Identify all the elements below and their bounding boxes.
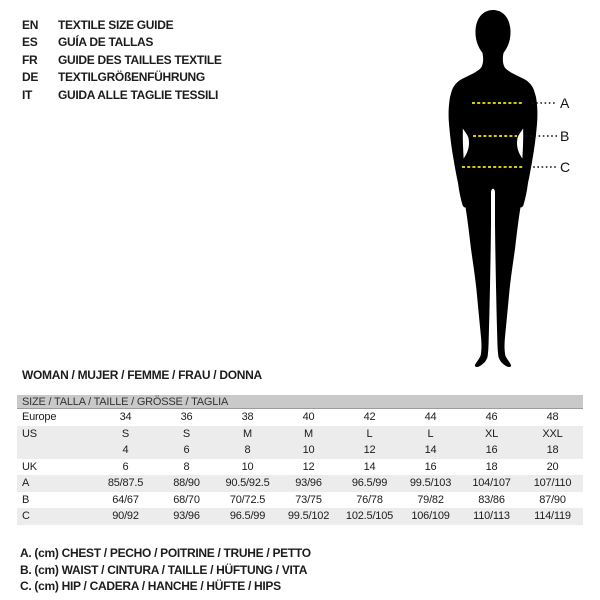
language-title: GUIDE DES TAILLES TEXTILE [58,52,222,67]
row-label: A [22,477,30,490]
language-title-list [22,16,222,104]
size-cell: 6 [183,444,190,457]
size-cell: 76/78 [356,493,383,506]
table-row-waist [17,492,583,509]
marker-label-b: B [560,128,570,144]
language-row-en [22,16,222,34]
size-cell: 46 [485,411,498,424]
size-cell: 12 [302,460,315,473]
size-cell: 36 [180,411,193,424]
size-cell: 79/82 [417,493,444,506]
table-row-us-numbers [17,442,583,459]
measurement-legend [20,546,311,596]
language-title: GUIDA ALLE TAGLIE TESSILI [58,87,219,102]
language-row-fr [22,51,222,69]
table-row-uk [17,459,583,476]
language-code: ES [22,35,38,50]
language-code: FR [22,52,38,67]
woman-silhouette-left-arm [449,79,467,207]
size-cell: 8 [244,444,251,457]
table-row-hip [17,508,583,525]
size-cell: L [427,427,434,440]
size-cell: 20 [546,460,559,473]
size-cell: 18 [546,444,559,457]
size-cell: 16 [424,460,437,473]
row-label: UK [22,460,37,473]
size-cell: 12 [363,444,376,457]
size-cell: 93/96 [173,510,200,523]
size-table [17,395,583,525]
size-cell: S [182,427,191,440]
size-cell: 99.5/103 [409,477,452,490]
size-cell: 96.5/99 [229,510,266,523]
size-cell: 10 [302,444,315,457]
size-cell: M [304,427,313,440]
size-cell: 14 [363,460,376,473]
size-cell: 110/113 [473,510,510,523]
size-cell: 16 [485,444,498,457]
size-cell: 99.5/102 [287,510,330,523]
size-cell: 48 [546,411,559,424]
row-label: US [22,427,37,440]
size-cell: 14 [424,444,437,457]
size-cell: 114/119 [534,510,571,523]
language-row-it [22,86,222,104]
size-cell: 73/75 [295,493,322,506]
size-cell: 104/107 [472,477,511,490]
size-cell: 96.5/99 [351,477,388,490]
legend-waist: B. (cm) WAIST / CINTURA / TAILLE / HÜFTUNG / VITA [20,562,308,577]
size-cell: 4 [122,444,129,457]
row-label: B [22,493,30,506]
language-code: IT [22,87,33,102]
size-cell: 107/110 [533,477,572,490]
size-cell: 34 [119,411,132,424]
row-label: C [22,510,30,523]
size-cell: 106/109 [411,510,450,523]
size-cell: 38 [241,411,254,424]
size-cell: 42 [363,411,376,424]
size-table-header: SIZE / TALLA / TAILLE / GRÖSSE / TAGLIA [17,395,583,409]
size-cell: 87/90 [539,493,566,506]
size-cell: 10 [241,460,254,473]
size-cell: 6 [122,460,129,473]
size-cell: S [121,427,130,440]
size-cell: 18 [485,460,498,473]
table-row-us-letters [17,426,583,443]
marker-label-c: C [560,159,571,175]
marker-label-a: A [560,95,570,111]
language-code: EN [22,17,39,32]
language-row-de [22,69,222,87]
size-cell: L [366,427,373,440]
size-cell: 44 [424,411,437,424]
size-cell: XXL [542,427,563,440]
size-cell: 93/96 [295,477,322,490]
size-cell: 83/86 [478,493,505,506]
language-title: GUÍA DE TALLAS [58,35,154,50]
size-cell: 68/70 [173,493,200,506]
size-cell: 102.5/105 [345,510,394,523]
size-cell: 64/67 [112,493,139,506]
section-title-woman: WOMAN / MUJER / FEMME / FRAU / DONNA [22,368,262,382]
table-row-chest [17,475,583,492]
size-cell: 90/92 [112,510,139,523]
size-cell: 88/90 [173,477,200,490]
language-row-es [22,34,222,52]
size-cell: 40 [302,411,315,424]
size-cell: XL [484,427,499,440]
row-label: Europe [22,411,57,424]
size-cell: 70/72.5 [229,493,266,506]
legend-hip: C. (cm) HIP / CADERA / HANCHE / HÜFTE / HIPS [20,579,281,593]
size-cell: 90.5/92.5 [225,477,270,490]
size-cell: 85/87.5 [107,477,144,490]
woman-silhouette-diagram [408,2,598,377]
language-code: DE [22,70,39,85]
size-cell: 8 [183,460,190,473]
woman-silhouette-right-arm [520,79,538,207]
legend-chest: A. (cm) CHEST / PECHO / POITRINE / TRUHE / PETTO [20,546,311,560]
language-title: TEXTILGRÖßENFÜHRUNG [58,70,205,85]
language-title: TEXTILE SIZE GUIDE [58,17,174,32]
size-cell: M [243,427,252,440]
table-row-europe [17,409,583,426]
